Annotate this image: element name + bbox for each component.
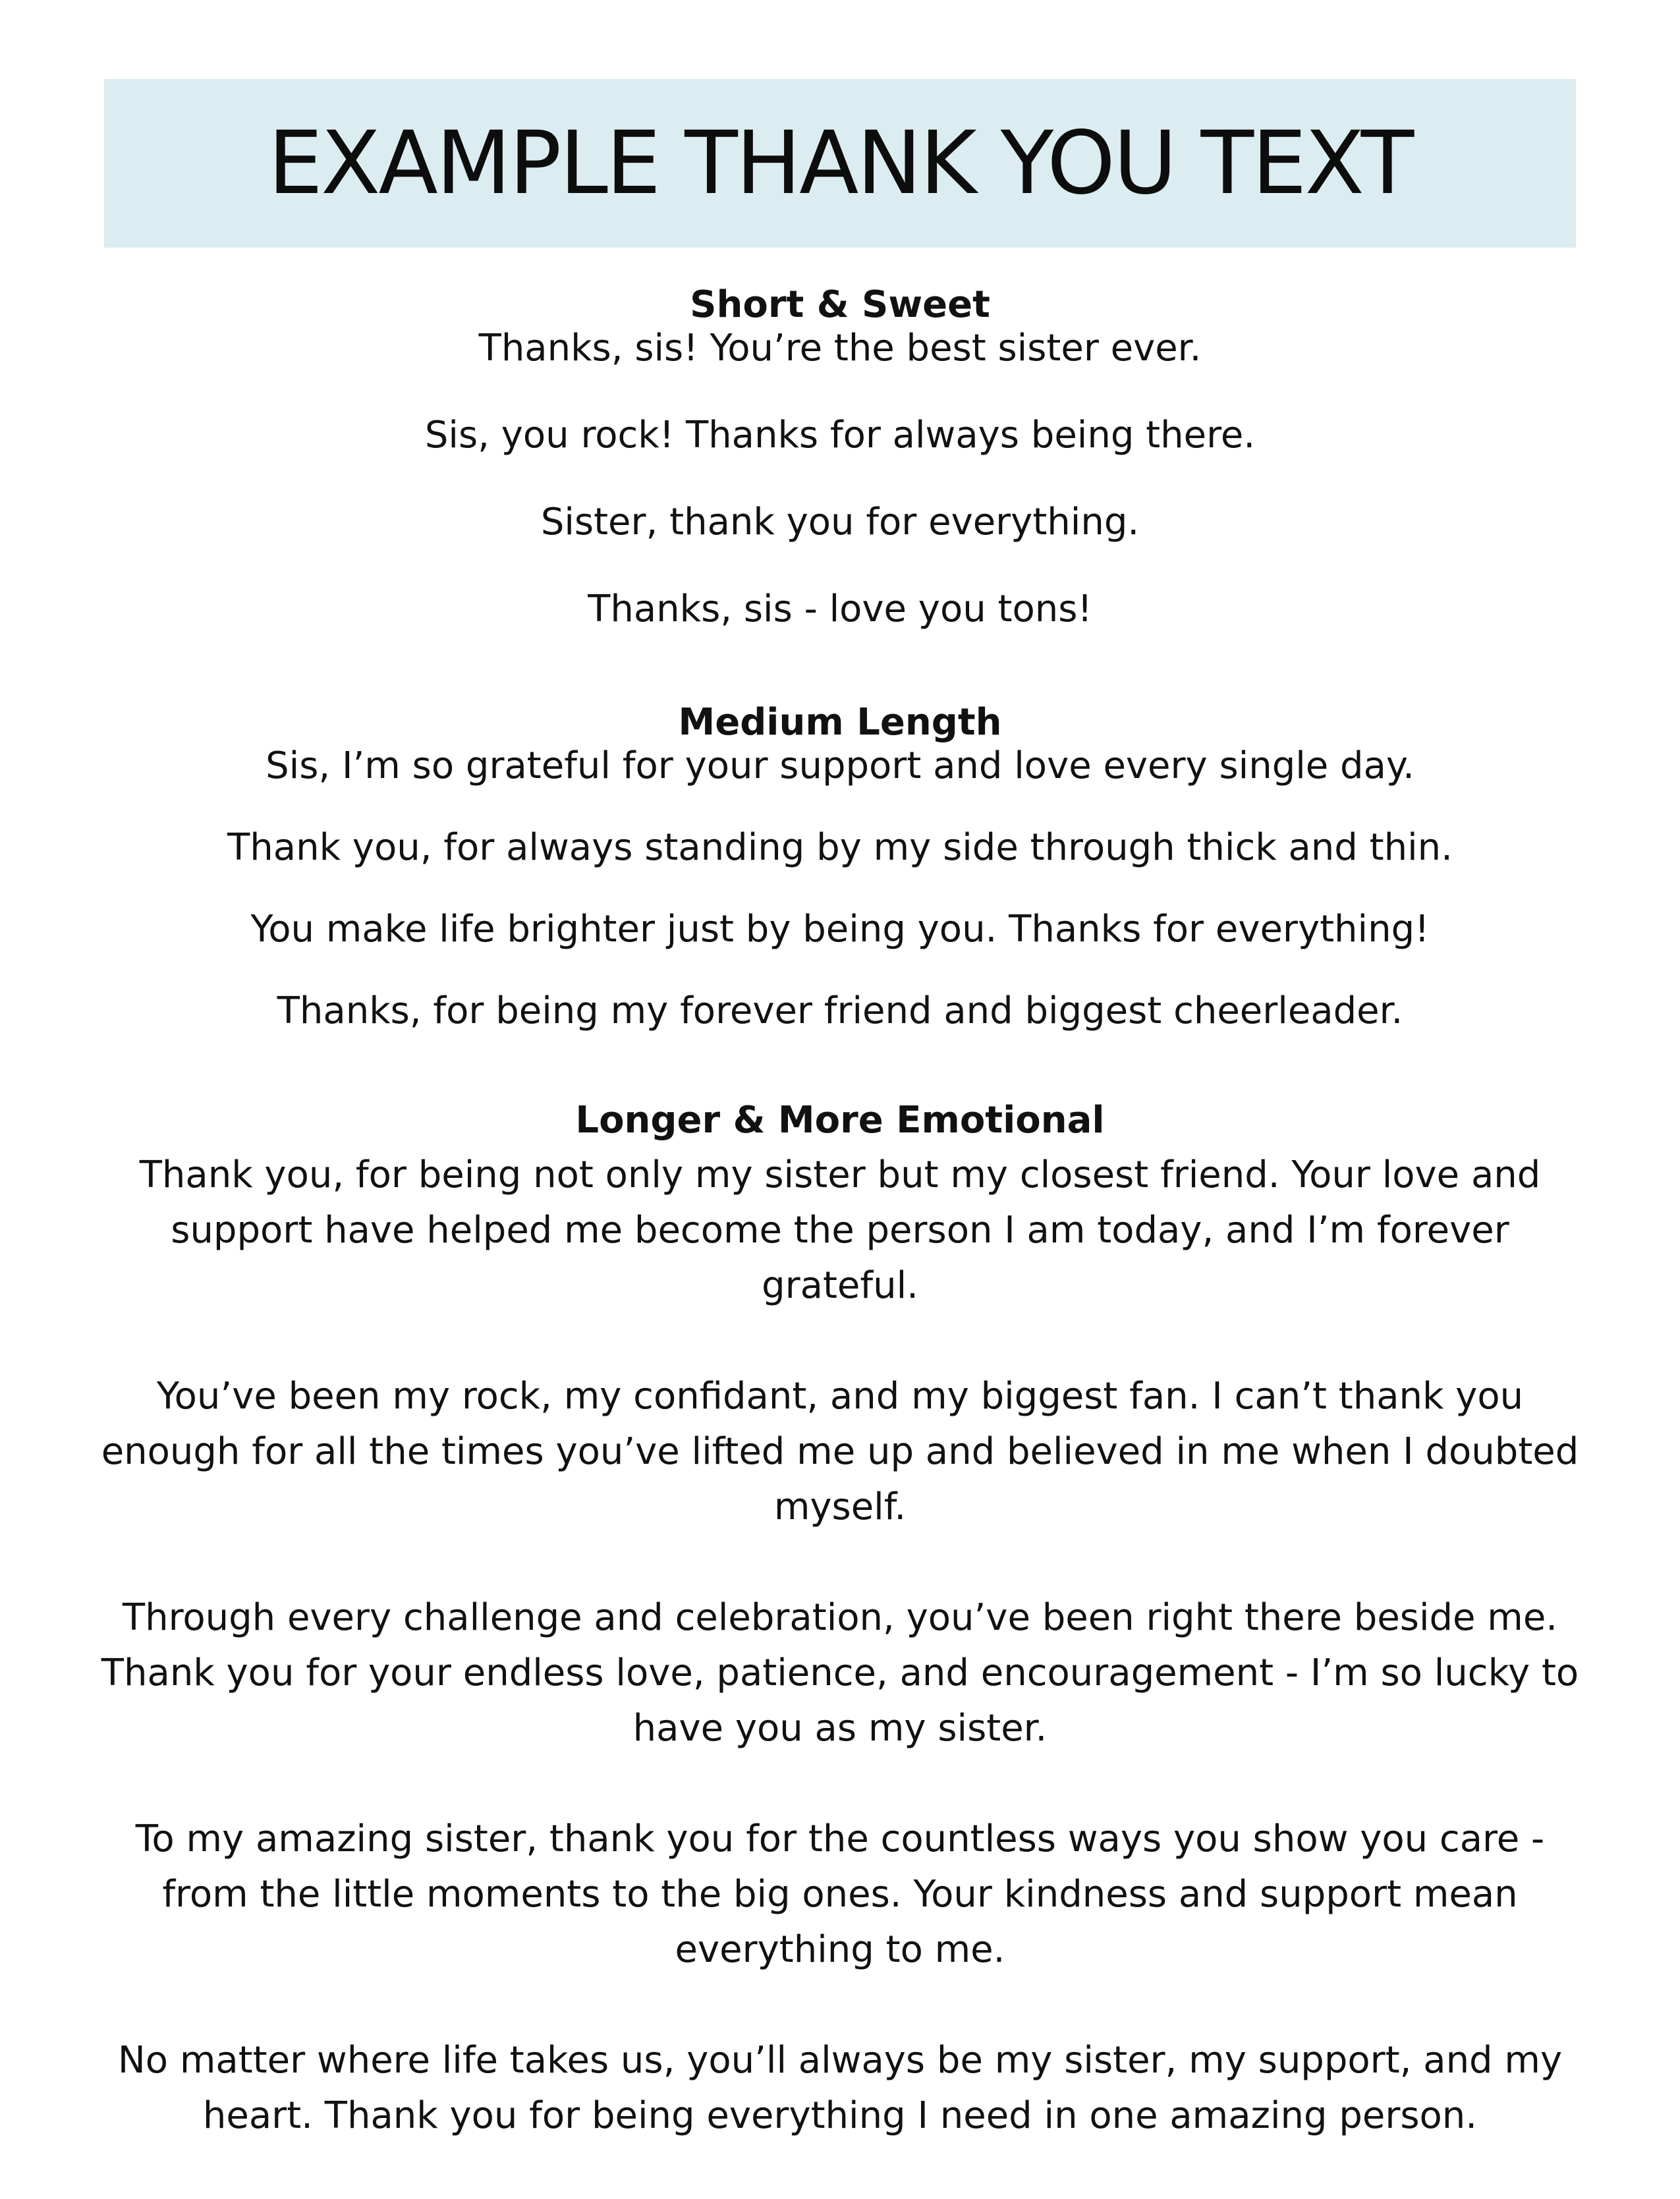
section-longer-emotional (86, 1099, 1594, 2199)
message-paragraph: Thank you, for being not only my sister but my closest friend. Your love and support have helped me become the person I am today, and I’m forever grateful. (139, 1154, 1541, 1307)
message-line: Thanks, for being my forever friend and biggest cheerleader. (277, 989, 1403, 1032)
title-banner (104, 79, 1576, 248)
message-line: Thanks, sis! You’re the best sister ever. (478, 327, 1202, 370)
section-heading-longer: Longer & More Emotional (575, 1099, 1105, 1142)
message-line: You make life brighter just by being you. Thanks for everything! (250, 908, 1430, 951)
message-paragraph: You’ve been my rock, my confidant, and my biggest fan. I can’t thank you enough for all the times you’ve lifted me up and believed in me when I doubted myself. (101, 1375, 1579, 1528)
message-line: Sister, thank you for everything. (540, 501, 1140, 543)
message-line: Sis, you rock! Thanks for always being there. (424, 414, 1256, 457)
section-medium-length (86, 701, 1594, 1071)
page-title: EXAMPLE THANK YOU TEXT (267, 113, 1413, 214)
section-heading-short: Short & Sweet (690, 283, 990, 326)
section-heading-medium: Medium Length (678, 701, 1002, 744)
section-short-and-sweet (86, 283, 1594, 675)
message-line: Thanks, sis - love you tons! (588, 588, 1092, 630)
message-line: Sis, I’m so grateful for your support and love every single day. (266, 744, 1414, 787)
message-paragraph: Through every challenge and celebration, you’ve been right there beside me. Thank you for your endless love, patience, and encouragement - I’m so lucky to have you as my sister. (101, 1596, 1579, 1750)
message-paragraph: No matter where life takes us, you’ll always be my sister, my support, and my heart. Thank you for being everything I need in one amazing person. (117, 2039, 1563, 2137)
message-paragraph: To my amazing sister, thank you for the countless ways you show you care - from the little moments to the big ones. Your kindness and support mean everything to me. (135, 1818, 1545, 1971)
message-line: Thank you, for always standing by my side through thick and thin. (227, 826, 1453, 869)
